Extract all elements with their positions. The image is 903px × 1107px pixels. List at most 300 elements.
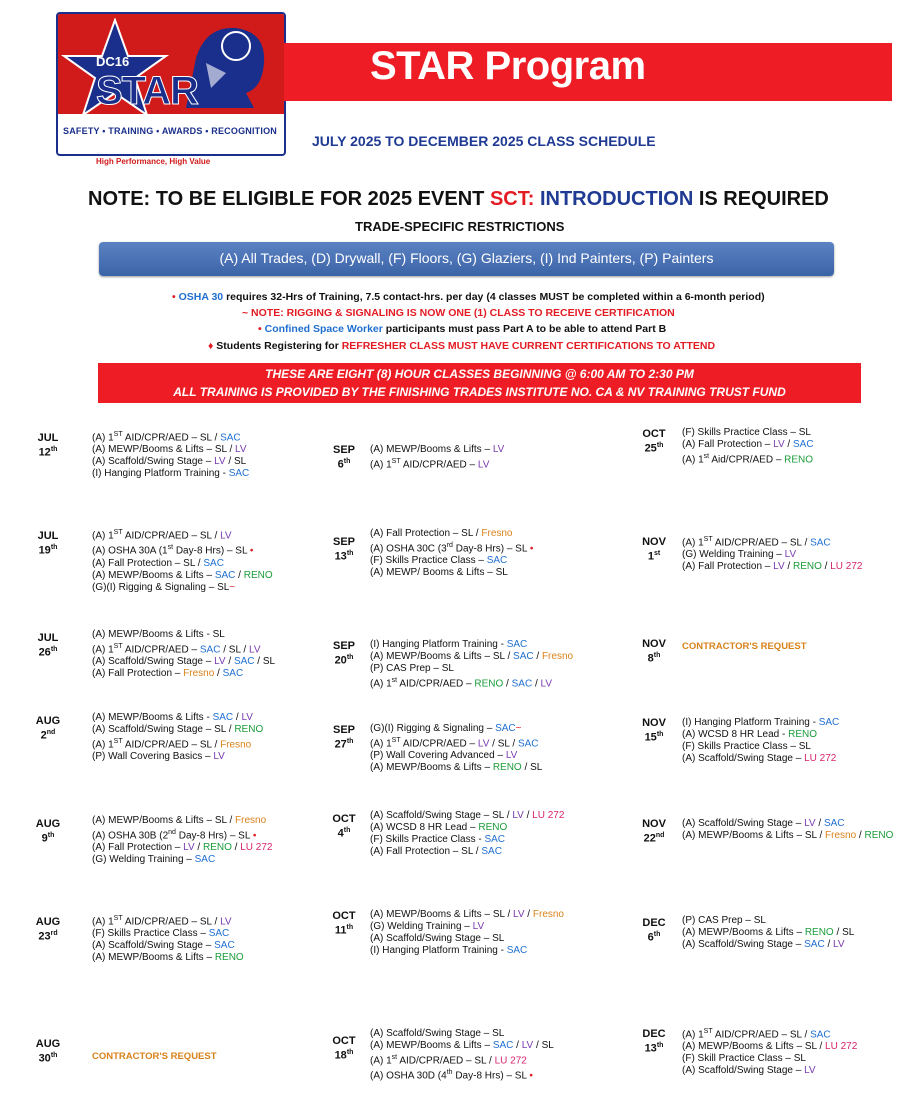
- class-list: [370, 1028, 554, 1083]
- class-date: [30, 432, 66, 459]
- class-entry: (A) Scaffold/Swing Stage – SL / RENO: [92, 724, 264, 735]
- note-mark: ~: [229, 581, 236, 593]
- date-month: NOV: [642, 638, 666, 650]
- location-tag: SL: [515, 543, 528, 555]
- location-tag: SAC: [513, 651, 534, 662]
- date-month: NOV: [642, 717, 666, 729]
- footnote-bullet: ~: [242, 307, 249, 319]
- footnote-text: Students Registering for: [213, 340, 342, 352]
- class-entry: (A) MEWP/Booms & Lifts - SL: [92, 629, 225, 640]
- class-list: [370, 723, 542, 774]
- class-entry: (A) 1st AID/CPR/AED – RENO / SAC / LV: [370, 677, 553, 690]
- location-tag: SL: [461, 528, 474, 539]
- footnote-label: REFRESHER CLASS: [341, 340, 445, 352]
- class-date: [636, 917, 672, 944]
- note-mark: ~: [515, 723, 522, 734]
- location-tag: LV: [183, 842, 195, 854]
- location-tag: LU 272: [494, 1055, 527, 1067]
- class-list: [370, 444, 504, 471]
- class-entry: (A) OSHA 30C (3rd Day-8 Hrs) – SL •: [370, 542, 534, 555]
- class-date: [636, 638, 672, 665]
- date-month: AUG: [35, 916, 61, 928]
- location-tag: Fresno: [481, 528, 513, 539]
- footnote-osha: [172, 291, 765, 303]
- date-day: 25th: [644, 442, 664, 455]
- class-entry: (A) 1ST AID/CPR/AED – LV: [370, 458, 490, 471]
- location-tag: LV: [773, 561, 785, 573]
- location-tag: SAC: [511, 678, 533, 690]
- location-tag: SAC: [486, 555, 508, 567]
- restrictions-heading: TRADE-SPECIFIC RESTRICTIONS: [355, 219, 565, 234]
- class-entry: (A) MEWP/Booms & Lifts – RENO / SL: [682, 927, 855, 938]
- location-tag: SAC: [793, 439, 814, 450]
- footnote-rigging: [242, 307, 675, 319]
- location-tag: LV: [804, 1065, 816, 1077]
- contractor-request: CONTRACTOR'S REQUEST: [682, 641, 807, 652]
- class-entry: (A) 1ST AID/CPR/AED – SL / LV: [92, 915, 232, 928]
- location-tag: LV: [512, 810, 524, 821]
- class-list: [682, 1026, 857, 1077]
- class-date: [30, 818, 66, 845]
- location-tag: SL: [789, 1029, 802, 1041]
- class-entry: (A) Scaffold/Swing Stage – LV / SAC / SL: [92, 656, 276, 668]
- class-entry: (A) MEWP/Booms & Lifts – SAC / RENO: [92, 569, 273, 581]
- class-date: [30, 1038, 66, 1065]
- location-tag: SAC: [214, 569, 236, 581]
- date-month: SEP: [332, 536, 355, 548]
- date-day: 2nd: [40, 729, 56, 742]
- location-tag: SL: [495, 567, 508, 579]
- class-date: [326, 1035, 362, 1062]
- class-entry: (A) MEWP/Booms & Lifts – SL / Fresno / RENO: [682, 830, 894, 841]
- date-day: 30th: [38, 1052, 58, 1065]
- location-tag: SL: [441, 663, 454, 674]
- date-month: DEC: [642, 1028, 666, 1040]
- location-tag: SL: [530, 762, 543, 774]
- hours-line: THESE ARE EIGHT (8) HOUR CLASSES BEGINNING @ 6:00 AM TO 2:30 PM: [265, 367, 694, 381]
- footnote-text: NOTE: RIGGING & SIGNALING IS NOW ONE (1) CLASS TO RECEIVE CERTIFICATION: [248, 307, 675, 319]
- class-entry: (A) OSHA 30A (1st Day-8 Hrs) – SL •: [92, 544, 254, 557]
- contractor-request: CONTRACTOR'S REQUEST: [92, 1051, 217, 1062]
- class-entry: (P) CAS Prep – SL: [682, 915, 766, 926]
- class-date: [326, 813, 362, 840]
- location-tag: SL: [238, 830, 251, 842]
- star-logo: [56, 12, 284, 166]
- location-tag: SL: [492, 1028, 505, 1039]
- class-list: [92, 629, 275, 680]
- class-list: [370, 810, 564, 858]
- date-day: 23rd: [38, 930, 58, 943]
- location-tag: LV: [773, 439, 785, 450]
- eligibility-note: [88, 188, 829, 211]
- location-tag: SL: [461, 846, 474, 857]
- location-tag: SL: [753, 915, 766, 926]
- location-tag: SAC: [208, 928, 230, 940]
- class-entry: (A) Fall Protection – SL / SAC: [370, 846, 502, 857]
- date-day: 18th: [334, 1049, 354, 1062]
- trades-list: (A) All Trades, (D) Drywall, (F) Floors, (G) Glaziers, (I) Ind Painters, (P) Painters: [219, 250, 714, 266]
- date-day: 15th: [644, 731, 664, 744]
- class-entry: (G)(I) Rigging & Signaling – SL~: [92, 581, 236, 593]
- date-month: SEP: [332, 444, 355, 456]
- class-entry: (A) MEWP/Booms & Lifts - SAC / LV: [92, 712, 253, 723]
- class-entry: (A) Fall Protection – SL / Fresno: [370, 528, 513, 539]
- location-tag: LU 272: [825, 1041, 858, 1053]
- location-tag: LV: [477, 459, 490, 471]
- date-day: 1st: [647, 550, 661, 563]
- class-entry: (A) 1ST AID/CPR/AED – SL / Fresno: [92, 738, 252, 751]
- location-tag: SL: [514, 1070, 527, 1082]
- class-list: [370, 528, 533, 579]
- location-tag: SAC: [492, 1040, 514, 1051]
- location-tag: SAC: [823, 818, 845, 829]
- class-entry: (P) Wall Covering Basics – LV: [92, 751, 225, 763]
- date-day: 6th: [337, 458, 351, 471]
- class-date: [326, 724, 362, 751]
- location-tag: RENO: [478, 822, 508, 833]
- note-mark: •: [250, 830, 257, 842]
- date-day: 11th: [334, 924, 354, 937]
- location-tag: LV: [220, 530, 232, 542]
- class-entry: (A) Scaffold/Swing Stage – LV / SL: [92, 456, 247, 468]
- class-entry: (A) OSHA 30D (4th Day-8 Hrs) – SL •: [370, 1069, 533, 1082]
- date-month: OCT: [332, 1035, 356, 1047]
- location-tag: RENO: [474, 678, 504, 690]
- class-date: [636, 428, 672, 455]
- class-date: [30, 632, 66, 659]
- class-entry: (A) 1ST AID/CPR/AED – LV / SL / SAC: [370, 737, 539, 750]
- location-tag: SL: [183, 557, 196, 569]
- location-tag: SL: [492, 909, 505, 920]
- location-tag: SAC: [203, 557, 224, 569]
- class-entry: (A) Fall Protection – LV / RENO / LU 272: [682, 561, 863, 573]
- location-tag: SAC: [481, 846, 502, 857]
- location-tag: SL: [497, 738, 510, 750]
- class-list: [682, 717, 839, 765]
- class-list: [92, 1051, 217, 1062]
- class-list: [92, 429, 249, 480]
- location-tag: LU 272: [240, 842, 273, 854]
- class-date: [636, 1028, 672, 1055]
- location-tag: RENO: [234, 724, 264, 735]
- location-tag: SAC: [506, 945, 528, 956]
- class-entry: (I) Hanging Platform Training - SAC: [682, 717, 840, 728]
- location-tag: SL: [798, 427, 811, 438]
- location-tag: SL: [793, 1053, 806, 1065]
- class-entry: (P) CAS Prep – SL: [370, 663, 454, 674]
- class-entry: (G)(I) Rigging & Signaling – SAC~: [370, 723, 522, 734]
- footnote-label: OSHA 30: [175, 291, 224, 303]
- provider-line: ALL TRAINING IS PROVIDED BY THE FINISHING TRADES INSTITUTE NO. CA & NV TRAINING TRUST FUND: [173, 385, 786, 399]
- date-month: JUL: [37, 530, 59, 542]
- footnote-bullet: •: [258, 323, 262, 335]
- footnote-text: requires 32-Hrs of Training, 7.5 contact-hrs. per day (4 classes MUST be completed within a 6-month period): [223, 291, 765, 303]
- class-list: [682, 641, 807, 652]
- location-tag: SL: [492, 933, 505, 944]
- location-tag: RENO: [793, 561, 822, 573]
- location-tag: RENO: [214, 952, 244, 964]
- date-month: AUG: [35, 818, 61, 830]
- class-entry: (A) 1st AID/CPR/AED – SL / LU 272: [370, 1054, 527, 1067]
- location-tag: Fresno: [183, 668, 215, 680]
- class-entry: (A) 1ST AID/CPR/AED – SL / SAC: [682, 536, 831, 549]
- location-tag: SL: [798, 741, 811, 752]
- location-tag: SL: [262, 656, 276, 668]
- class-entry: (G) Welding Training – SAC: [92, 854, 216, 866]
- date-day: 26th: [38, 646, 58, 659]
- date-day: 22nd: [643, 832, 665, 845]
- location-tag: LU 272: [532, 810, 565, 821]
- class-entry: (F) Skills Practice Class – SAC: [370, 555, 508, 567]
- logo-dc-label: DC16: [96, 54, 130, 69]
- date-month: OCT: [332, 910, 356, 922]
- class-date: [636, 818, 672, 845]
- class-date: [30, 715, 66, 742]
- class-list: [682, 427, 814, 466]
- class-entry: (A) Scaffold/Swing Stage – SAC: [92, 940, 235, 952]
- location-tag: SL: [199, 739, 212, 751]
- class-entry: (A) Scaffold/Swing Stage – SL: [370, 933, 505, 944]
- date-day: 8th: [647, 652, 661, 665]
- date-day: 9th: [41, 832, 55, 845]
- class-entry: (F) Skills Practice Class – SL: [682, 741, 811, 752]
- date-month: OCT: [332, 813, 356, 825]
- schedule-title: JULY 2025 TO DECEMBER 2025 CLASS SCHEDULE: [312, 133, 656, 149]
- location-tag: LV: [235, 444, 247, 456]
- location-tag: SAC: [233, 656, 255, 668]
- class-entry: (A) MEWP/Booms & Lifts – SAC / LV / SL: [370, 1040, 554, 1051]
- location-tag: LV: [213, 751, 225, 763]
- note-mark: •: [247, 545, 254, 557]
- date-month: NOV: [642, 536, 666, 548]
- location-tag: SAC: [818, 717, 840, 728]
- class-entry: (A) MEWP/Booms & Lifts – LV: [370, 444, 505, 455]
- class-entry: (F) Skills Practice Class - SAC: [370, 834, 506, 845]
- class-entry: (P) Wall Covering Advanced – LV: [370, 750, 518, 762]
- location-tag: LV: [505, 750, 518, 762]
- date-month: AUG: [35, 715, 61, 727]
- location-tag: LV: [241, 712, 253, 723]
- date-day: 13th: [644, 1042, 664, 1055]
- class-entry: (A) OSHA 30B (2nd Day-8 Hrs) – SL •: [92, 829, 257, 842]
- class-list: [682, 818, 893, 842]
- location-tag: Fresno: [541, 651, 574, 662]
- location-tag: LV: [492, 444, 505, 455]
- date-month: SEP: [332, 640, 355, 652]
- class-entry: (A) Fall Protection – SL / SAC: [92, 557, 224, 569]
- footnote-text: participants must pass Part A to be able to attend Part B: [382, 323, 667, 335]
- note-required: IS REQUIRED: [693, 188, 829, 210]
- logo-wordmark: STAR: [96, 69, 198, 113]
- location-tag: LV: [784, 549, 797, 561]
- class-entry: (I) Hanging Platform Training - SAC: [370, 945, 528, 956]
- location-tag: SAC: [810, 1029, 831, 1041]
- class-entry: (A) 1ST AID/CPR/AED – SL / SAC: [682, 1028, 831, 1041]
- class-date: [326, 910, 362, 937]
- class-entry: (G) Welding Training – LV: [370, 921, 485, 932]
- date-day: 6th: [647, 931, 661, 944]
- note-introduction: INTRODUCTION: [534, 188, 694, 210]
- class-entry: (A) MEWP/Booms & Lifts – RENO: [92, 952, 244, 964]
- location-tag: LV: [513, 909, 525, 920]
- location-tag: SAC: [199, 644, 221, 656]
- location-tag: LV: [214, 656, 226, 668]
- footnote-bullet: ♦: [208, 340, 214, 352]
- date-month: DEC: [642, 917, 666, 929]
- note-text: NOTE: TO BE ELIGIBLE FOR 2025 EVENT: [88, 188, 490, 210]
- location-tag: SL: [214, 444, 227, 456]
- class-entry: (A) Fall Protection – Fresno / SAC: [92, 668, 244, 680]
- class-date: [326, 444, 362, 471]
- page-title: STAR Program: [370, 44, 646, 88]
- class-date: [30, 916, 66, 943]
- class-list: [92, 712, 263, 763]
- class-list: [682, 534, 863, 573]
- class-entry: (I) Hanging Platform Training - SAC: [370, 639, 528, 650]
- location-tag: SAC: [228, 468, 250, 480]
- location-tag: SAC: [506, 639, 528, 650]
- location-tag: Fresno: [235, 815, 267, 826]
- location-tag: SL: [212, 629, 225, 640]
- location-tag: LU 272: [804, 753, 837, 764]
- location-tag: SL: [199, 432, 212, 444]
- class-list: [92, 913, 244, 964]
- class-entry: (A) Fall Protection – LV / SAC: [682, 439, 814, 450]
- location-tag: SL: [233, 456, 247, 468]
- class-list: [370, 639, 573, 690]
- footnote-text: MUST HAVE CURRENT CERTIFICATIONS TO ATTEND: [444, 340, 716, 352]
- class-entry: (A) Fall Protection – LV / RENO / LU 272: [92, 842, 273, 854]
- class-list: [682, 915, 854, 951]
- date-day: 4th: [337, 827, 351, 840]
- location-tag: SL: [541, 1040, 554, 1051]
- class-entry: (I) Hanging Platform Training - SAC: [92, 468, 250, 480]
- class-date: [636, 717, 672, 744]
- trades-banner: [99, 242, 834, 276]
- location-tag: SL: [228, 644, 241, 656]
- date-month: NOV: [642, 818, 666, 830]
- class-entry: (A) 1ST AID/CPR/AED – SAC / SL / LV: [92, 643, 261, 656]
- location-tag: RENO: [492, 762, 522, 774]
- location-tag: SL: [492, 810, 504, 821]
- location-tag: SL: [217, 581, 230, 593]
- class-entry: (A) WCSD 8 HR Lead - RENO: [682, 729, 818, 740]
- class-entry: (A) MEWP/Booms & Lifts – SL / LV: [92, 444, 247, 456]
- class-entry: (A) 1st Aid/CPR/AED – RENO: [682, 453, 814, 466]
- location-tag: LU 272: [830, 561, 863, 573]
- class-list: [370, 909, 564, 957]
- location-tag: SAC: [495, 723, 516, 734]
- date-day: 27th: [334, 738, 354, 751]
- date-day: 13th: [334, 550, 354, 563]
- location-tag: SAC: [214, 940, 235, 952]
- location-tag: RENO: [243, 569, 273, 581]
- location-tag: SL: [789, 537, 802, 549]
- class-entry: (A) Scaffold/Swing Stage – LU 272: [682, 753, 837, 764]
- date-day: 12th: [38, 446, 58, 459]
- class-entry: (A) Scaffold/Swing Stage – SAC / LV: [682, 939, 845, 950]
- location-tag: RENO: [804, 927, 834, 938]
- class-entry: (A) MEWP/Booms & Lifts – SL / LU 272: [682, 1041, 858, 1053]
- class-entry: (A) Scaffold/Swing Stage – LV / SAC: [682, 818, 845, 829]
- class-date: [326, 640, 362, 667]
- location-tag: SL: [199, 530, 212, 542]
- class-entry: (A) Scaffold/Swing Stage – LV: [682, 1065, 816, 1077]
- location-tag: SL: [214, 815, 227, 826]
- date-month: JUL: [37, 432, 59, 444]
- location-tag: Fresno: [825, 830, 857, 841]
- class-entry: (A) MEWP/Booms & Lifts – SL / LV / Fresno: [370, 909, 564, 920]
- location-tag: SL: [842, 927, 855, 938]
- location-tag: LV: [521, 1040, 534, 1051]
- class-entry: (A) MEWP/Booms & Lifts – SL / SAC / Fresno: [370, 651, 574, 662]
- location-tag: SL: [474, 1055, 487, 1067]
- date-day: 19th: [38, 544, 58, 557]
- location-tag: SAC: [517, 738, 539, 750]
- class-date: [636, 536, 672, 563]
- date-month: JUL: [37, 632, 59, 644]
- date-month: OCT: [642, 428, 666, 440]
- logo-subline: High Performance, High Value: [96, 157, 211, 166]
- date-month: AUG: [35, 1038, 61, 1050]
- location-tag: SL: [804, 1041, 817, 1053]
- location-tag: LV: [477, 738, 490, 750]
- location-tag: LV: [540, 678, 553, 690]
- class-entry: (F) Skills Practice Class – SL: [682, 427, 811, 438]
- class-entry: (F) Skill Practice Class – SL: [682, 1053, 806, 1065]
- location-tag: RENO: [784, 454, 814, 466]
- class-entry: (A) WCSD 8 HR Lead – RENO: [370, 822, 508, 833]
- footnote-confined-space: [258, 323, 666, 335]
- location-tag: LV: [214, 456, 226, 468]
- location-tag: SAC: [810, 537, 831, 549]
- date-month: SEP: [332, 724, 355, 736]
- class-entry: (A) MEWP/Booms & Lifts – SL / Fresno: [92, 815, 267, 826]
- location-tag: RENO: [864, 830, 894, 841]
- class-entry: (A) 1ST AID/CPR/AED – SL / SAC: [92, 431, 241, 444]
- location-tag: RENO: [203, 842, 232, 854]
- class-entry: (A) Scaffold/Swing Stage – SL / LV / LU 272: [370, 810, 565, 821]
- class-entry: (A) 1ST AID/CPR/AED – SL / LV: [92, 529, 232, 542]
- location-tag: SAC: [804, 939, 825, 950]
- location-tag: Fresno: [532, 909, 564, 920]
- class-list: [92, 527, 273, 594]
- location-tag: SL: [492, 651, 505, 662]
- location-tag: LV: [249, 644, 261, 656]
- location-tag: SL: [235, 545, 248, 557]
- hours-banner: [98, 363, 861, 403]
- location-tag: LV: [833, 939, 845, 950]
- class-list: [92, 815, 273, 866]
- logo-frame: [56, 12, 286, 156]
- class-entry: (A) Scaffold/Swing Stage – SL: [370, 1028, 505, 1039]
- location-tag: SL: [804, 830, 817, 841]
- footnote-bullet: •: [172, 291, 176, 303]
- footnote-label: Confined Space Worker: [261, 323, 383, 335]
- location-tag: SAC: [484, 834, 506, 845]
- class-date: [30, 530, 66, 557]
- location-tag: LV: [220, 916, 232, 928]
- location-tag: SAC: [222, 668, 244, 680]
- class-entry: (A) MEWP/ Booms & Lifts – SL: [370, 567, 508, 579]
- location-tag: RENO: [788, 729, 818, 740]
- footnote-refresher: [208, 340, 715, 352]
- location-tag: LV: [804, 818, 816, 829]
- location-tag: LV: [472, 921, 485, 932]
- class-entry: (G) Welding Training – LV: [682, 549, 797, 561]
- note-sct: SCT:: [489, 188, 535, 210]
- location-tag: SAC: [212, 712, 234, 723]
